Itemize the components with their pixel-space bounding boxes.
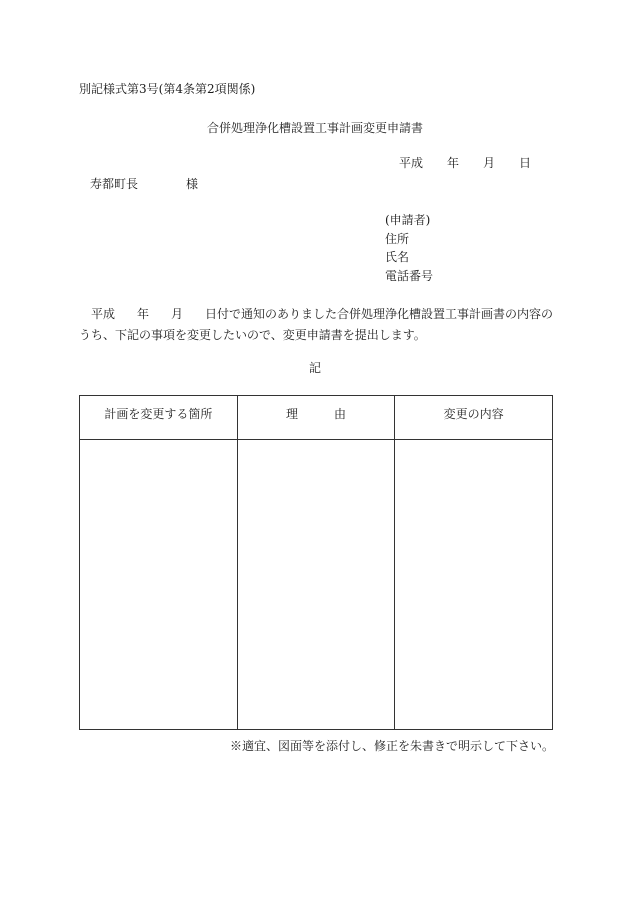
body-text	[79, 304, 556, 346]
header-change-location: 計画を変更する箇所	[80, 396, 238, 440]
date-era: 平成	[399, 156, 424, 170]
applicant-phone-label: 電話番号	[385, 268, 434, 283]
date-line	[399, 156, 531, 170]
addressee-name: 寿都町長	[90, 177, 139, 191]
body-line-2: うち、下記の事項を変更したいので、変更申請書を提出します。	[79, 328, 426, 342]
body-year: 年	[137, 307, 150, 321]
document-title: 合併処理浄化槽設置工事計画変更申請書	[206, 121, 423, 135]
applicant-name-label: 氏名	[385, 250, 410, 264]
body-month: 月	[171, 307, 184, 321]
header-reason: 理 由	[237, 396, 395, 440]
body-era: 平成	[91, 307, 116, 321]
change-table	[79, 395, 553, 730]
addressee-honorific: 様	[186, 177, 199, 191]
body-rest: 日付で通知のありました合併処理浄化槽設置工事計画書の内容の	[205, 307, 554, 321]
date-year: 年	[447, 156, 460, 170]
body-line-1	[79, 304, 556, 325]
cell-reason	[237, 440, 395, 730]
table-header-row	[80, 396, 553, 440]
date-day: 日	[519, 156, 532, 170]
table-row	[80, 440, 553, 730]
header-change-content: 変更の内容	[395, 396, 553, 440]
applicant-heading: (申請者)	[385, 213, 431, 227]
cell-change-content	[395, 440, 553, 730]
date-month: 月	[483, 156, 496, 170]
ki-heading: 記	[308, 361, 321, 375]
applicant-block	[385, 211, 433, 285]
form-number: 別記様式第3号(第4条第2項関係)	[79, 82, 256, 96]
cell-change-location	[80, 440, 238, 730]
footnote: ※適宜、図面等を添付し、修正を朱書きで明示して下さい。	[229, 739, 554, 753]
addressee	[90, 177, 198, 191]
applicant-address-label: 住所	[385, 231, 410, 246]
